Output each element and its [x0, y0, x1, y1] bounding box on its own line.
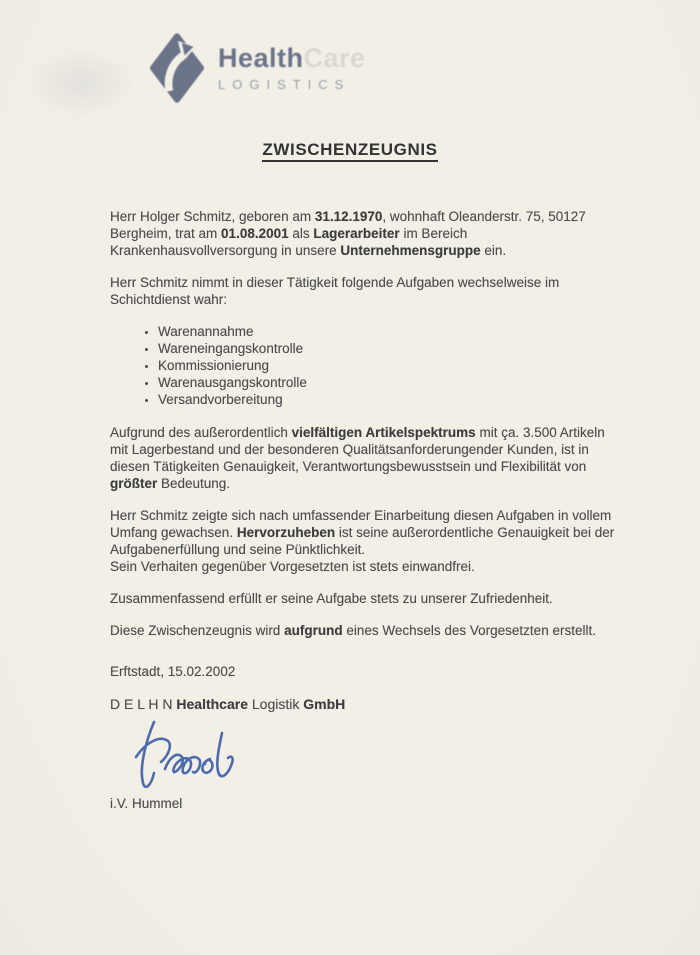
text-segment: Aufgrund des außerordentlich — [110, 425, 292, 440]
duty-item: • Kommissionierung — [158, 357, 622, 374]
text-segment: Logistik — [247, 696, 304, 712]
signature-ink-icon — [118, 717, 333, 793]
bold-text-segment: Lagerarbeiter — [313, 226, 400, 241]
duty-item: • Versandvorbereitung — [158, 391, 622, 408]
logo-wordmark — [218, 45, 366, 72]
text-segment: D E L H N — [110, 696, 177, 712]
company-line — [110, 696, 622, 713]
bold-text-segment: größter — [110, 476, 158, 491]
paragraph-intro — [110, 208, 622, 259]
bold-text-segment: vielfältigen Artikelspektrums — [291, 425, 476, 440]
company-logo — [150, 33, 366, 103]
letter-body — [110, 208, 622, 812]
logo-subtitle: LOGISTICS — [218, 77, 351, 92]
paragraph-performance — [110, 507, 622, 558]
bold-text-segment: 01.08.2001 — [221, 226, 289, 241]
text-segment: ist seine außerordentliche Genauigkeit bei der Aufgabenerfüllung und seine Pünktlichkeit. — [110, 525, 615, 557]
text-segment: ein. — [480, 243, 507, 258]
text-segment: im Bereich Krankenhausvollversorgung in unsere — [110, 226, 468, 258]
handwritten-signature — [118, 717, 622, 793]
text-segment: Herr Schmitz zeigte sich nach umfassender Einarbeitung diesen Aufgaben in vollem Umfang gewachsen. — [110, 508, 612, 540]
logo-text — [218, 45, 366, 91]
text-segment: mit ça. 3.500 Artikeln mit Lagerbestand und der besonderen Qualitätsanforderungender Kunden, ist in diesen Tätigkeiten Genauigkeit, Verantwortungsbewusstsein und Flexibilität von — [110, 425, 605, 474]
logo-word-care: Care — [303, 43, 366, 73]
paragraph-tasks-intro: Herr Schmitz nimmt in dieser Tätigkeit folgende Aufgaben wechselweise im Schichtdienst wahr: — [110, 275, 560, 307]
text-segment: eines Wechsels des Vorgesetzten erstellt. — [342, 623, 596, 638]
bold-text-segment: 31.12.1970 — [314, 209, 383, 224]
text-segment: Diese Zwischenzeugnis wird — [110, 623, 285, 638]
bold-text-segment: Hervorzuheben — [236, 525, 336, 540]
bold-text-segment: aufgrund — [284, 623, 343, 638]
paragraph-articles — [110, 424, 622, 492]
paragraph-conduct: Sein Verhaiten gegenüber Vorgesetzten ist stets einwandfrei. — [110, 559, 475, 574]
document-title: ZWISCHENZEUGNIS — [262, 140, 437, 162]
document-title-row — [0, 140, 700, 160]
text-segment: , wohnhaft Oleanderstr. 75, 50127 Bergheim, trat am — [110, 209, 586, 241]
duties-list — [110, 323, 622, 408]
bold-text-segment: Healthcare — [176, 696, 248, 712]
text-segment: Herr Holger Schmitz, geboren am — [110, 209, 315, 224]
signer-name: i.V. Hummel — [110, 796, 183, 811]
duty-item: • Wareneingangskontrolle — [158, 340, 622, 357]
dateline: Erftstadt, 15.02.2002 — [110, 664, 236, 679]
paragraph-summary: Zusammenfassend erfüllt er seine Aufgabe stets zu unserer Zufriedenheit. — [110, 591, 553, 606]
text-segment: als — [288, 226, 314, 241]
paragraph-reason — [110, 622, 622, 639]
scan-smudge — [28, 48, 138, 118]
bold-text-segment: Unternehmensgruppe — [340, 243, 481, 258]
logo-word-health: Health — [218, 43, 304, 73]
arrow-diamond-icon — [150, 33, 204, 103]
duty-item: • Warenausgangskontrolle — [158, 374, 622, 391]
text-segment: Bedeutung. — [157, 476, 231, 491]
bold-text-segment: GmbH — [303, 696, 346, 712]
duty-item: • Warenannahme — [158, 323, 622, 340]
